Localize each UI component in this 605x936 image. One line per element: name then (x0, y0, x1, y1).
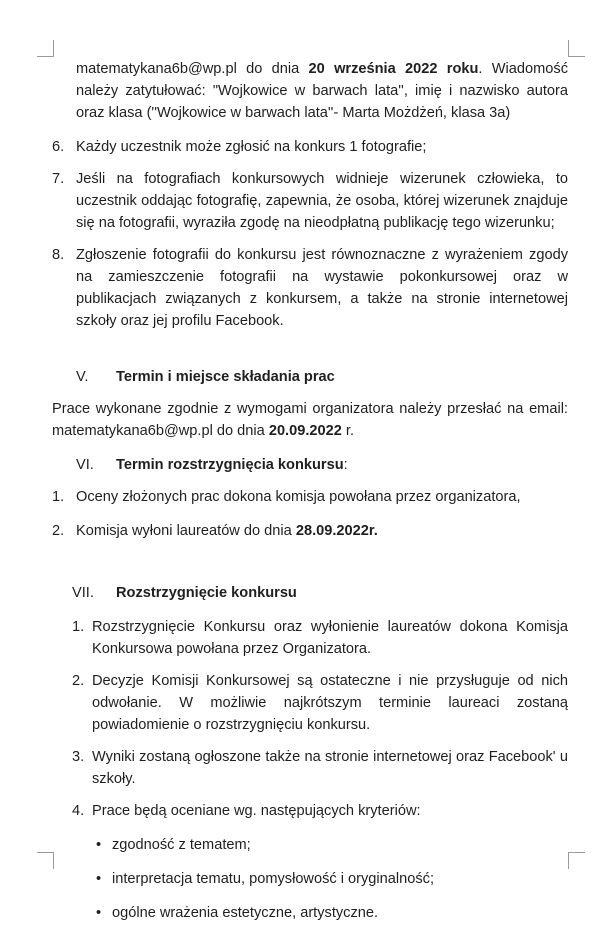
section-vii-heading (52, 582, 568, 604)
criteria-item: • ogólne wrażenia estetyczne, artystyczne. (52, 902, 568, 924)
rule-number: 6. (52, 139, 65, 155)
section-v-text: Prace wykonane zgodnie z wymogami organizatora należy przesłać na email: matematykana6b@wp.pl do dnia 20.09.2022 r. (52, 401, 568, 439)
section-vi-title: Termin rozstrzygnięcia konkursu (116, 457, 344, 473)
corner-mark-bottom-right (568, 852, 585, 869)
bullet-icon: • (96, 905, 102, 921)
section-vii-item-3: 3. Wyniki zostaną ogłoszone także na stronie internetowej oraz Facebook' u szkoły. (72, 749, 568, 787)
section-vi-heading: VI. Termin rozstrzygnięcia konkursu: (52, 454, 568, 476)
criteria-list (52, 834, 568, 924)
section-vi-item-1: 1. Oceny złożonych prac dokona komisja powołana przez organizatora, (52, 489, 521, 505)
section-v-title: Termin i miejsce składania prac (116, 369, 335, 385)
section-v-roman: V. (76, 369, 89, 385)
rule-number: 8. (52, 247, 65, 263)
corner-mark-top-left (37, 40, 54, 57)
bullet-icon: • (96, 871, 102, 887)
section-vi-item-2: 2. Komisja wyłoni laureatów do dnia 28.09.2022r. (52, 523, 378, 539)
section-vii-roman: VII. (72, 585, 94, 601)
section-vii-item-1: 1. Rozstrzygnięcie Konkursu oraz wyłonienie laureatów dokona Komisja Konkursowa powołana przez Organizatora. (72, 619, 568, 657)
rule-6 (52, 136, 568, 158)
corner-mark-top-right (568, 40, 585, 57)
criteria-item: • interpretacja tematu, pomysłowość i oryginalność; (52, 868, 568, 890)
criteria-item: • zgodność z tematem; (52, 834, 568, 856)
section-v-heading (52, 366, 568, 388)
rule-8 (52, 244, 568, 332)
rule-text: Każdy uczestnik może zgłosić na konkurs 1 fotografie; (76, 139, 427, 155)
rule-text: Jeśli na fotografiach konkursowych widnieje wizerunek człowieka, to uczestnik oddając fotografię, zapewnia, że osoba, której wizerunek znajduje się na fotografii, wyraziła zgodę na nieodpłatną publikację tego wizerunku; (76, 171, 568, 231)
rule-5-continuation: matematykana6b@wp.pl do dnia 20 września 2022 roku. Wiadomość należy zatytułować: "Wojkowice w barwach lata'', imię i nazwisko autora oraz klasa (''Wojkowice w barwach lata''- Marta Możdżeń, klasa 3a) (76, 61, 568, 121)
section-vii-item-4: 4. Prace będą oceniane wg. następujących kryteriów: (72, 803, 421, 819)
section-vii-item-2: 2. Decyzje Komisji Konkursowej są ostateczne i nie przysługuje od nich odwołanie. W możliwie najkrótszym terminie laureaci zostaną powiadomienie o rozstrzygnięciu konkursu. (72, 673, 568, 733)
bullet-icon: • (96, 837, 102, 853)
section-vi-roman: VI. (76, 457, 94, 473)
document-page (52, 58, 568, 936)
rule-text: Zgłoszenie fotografii do konkursu jest równoznaczne z wyrażeniem zgody na zamieszczenie fotografii na wystawie pokonkursowej oraz w publikacjach związanych z konkursem, a także na stronie internetowej szkoły oraz jej profilu Facebook. (76, 247, 568, 329)
section-vii-title: Rozstrzygnięcie konkursu (116, 585, 297, 601)
rule-7 (52, 168, 568, 234)
rule-number: 7. (52, 171, 65, 187)
